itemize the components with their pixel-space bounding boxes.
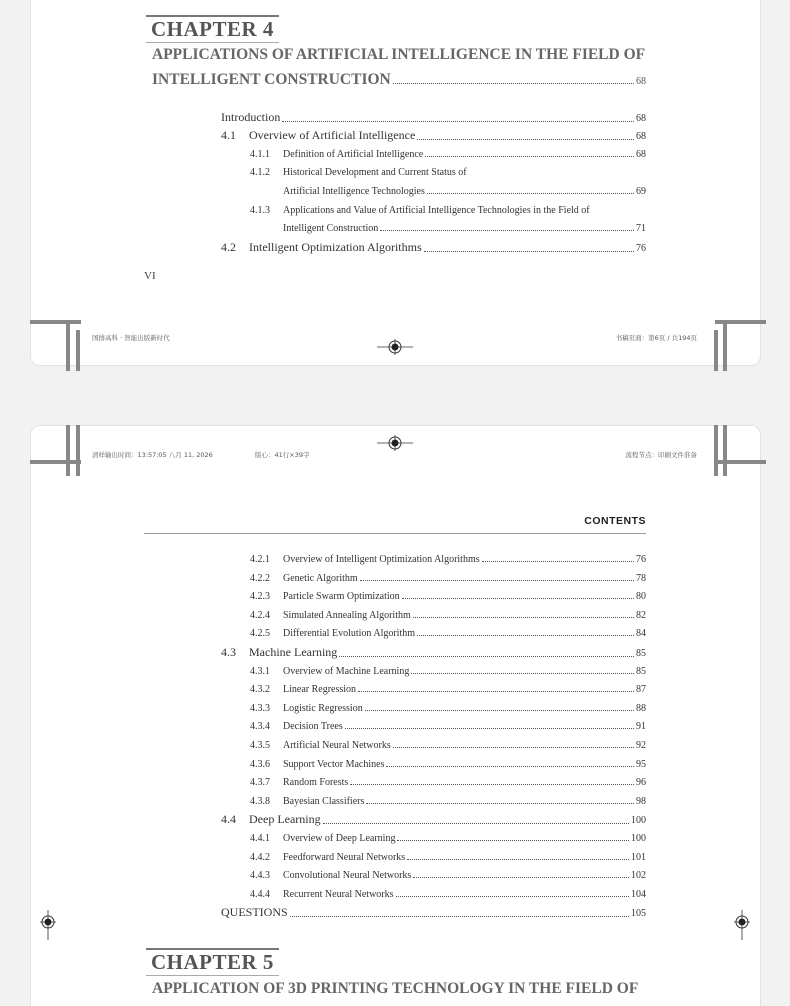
toc-entry-number: 4.4.1 <box>250 833 270 844</box>
toc-entry-number: 4.3.6 <box>250 758 270 770</box>
toc-entry-page: 76 <box>636 554 646 565</box>
toc-leader-dots <box>396 896 629 897</box>
chapter-5-title-line1: APPLICATION OF 3D PRINTING TECHNOLOGY IN THE FIELD OF <box>152 980 639 997</box>
crop-mark <box>66 425 70 476</box>
toc-entry[interactable] <box>250 684 646 695</box>
toc-leader-dots <box>386 766 634 767</box>
toc-entry-number: 4.4.3 <box>250 870 270 882</box>
crop-mark <box>30 320 81 324</box>
toc-entry-number: 4.4.4 <box>250 888 270 900</box>
toc-entry-label: Artificial Neural Networks <box>283 740 391 751</box>
toc-entry-label: Linear Regression <box>283 684 357 696</box>
crop-mark <box>30 460 81 464</box>
toc-entry-4-1[interactable]: 4.1 Overview of Artificial Intelligence 68 <box>221 128 646 142</box>
toc-entry-label: Convolutional Neural Networks <box>283 870 412 882</box>
toc-entry-number: 4.2.2 <box>250 572 270 584</box>
toc-entry[interactable] <box>221 645 646 660</box>
toc-entry[interactable] <box>250 889 646 900</box>
toc-entry-number: 4.3.2 <box>250 684 270 696</box>
footer-publisher: 国排高科 · 智能出版新时代 <box>92 334 170 342</box>
page-folio: VI <box>144 270 156 282</box>
toc-entry-number: 4.2.3 <box>250 591 270 603</box>
toc-entry-page: 91 <box>636 721 646 733</box>
toc-entry-label: Deep Learning <box>249 812 321 827</box>
toc-entry-number: 4.4.2 <box>250 851 270 863</box>
crop-mark <box>76 425 80 476</box>
toc-entry-page: 87 <box>636 684 646 696</box>
toc-entry-page: 96 <box>636 777 646 789</box>
toc-entry-page: 84 <box>636 628 646 640</box>
toc-entry-page: 102 <box>631 870 646 882</box>
toc-entry-label: Recurrent Neural Networks <box>283 888 394 900</box>
toc-entry-4-1-1[interactable]: 4.1.1 Definition of Artificial Intelligence 68 <box>250 149 646 160</box>
toc-entry[interactable] <box>250 759 646 770</box>
toc-entry-number: 4.2.4 <box>250 609 270 621</box>
toc-entry-label: Overview of Intelligent Optimization Algorithms <box>283 554 480 565</box>
toc-entry-page: 78 <box>636 572 646 584</box>
toc-entry-label: Bayesian Classifiers <box>283 795 365 807</box>
crop-mark <box>76 330 80 371</box>
header-layout: 版心：41行×39字 <box>255 451 310 459</box>
toc-entry-number: 4.3.7 <box>250 777 270 789</box>
toc-entry-page: 95 <box>636 758 646 770</box>
toc-entry-label: Feedforward Neural Networks <box>283 851 406 863</box>
toc-entry[interactable] <box>250 666 646 677</box>
toc-leader-dots <box>290 916 629 917</box>
toc-leader-dots <box>407 859 629 860</box>
toc-entry-label: Genetic Algorithm <box>283 572 358 584</box>
toc-entry-label: Simulated Annealing Algorithm <box>283 609 411 621</box>
toc-entry[interactable] <box>250 573 646 584</box>
toc-entry[interactable] <box>221 905 646 920</box>
toc-leader-dots <box>358 691 634 692</box>
chapter-5-label: CHAPTER 5 <box>146 948 279 976</box>
toc-entry-page: 100 <box>631 815 646 827</box>
toc-leader-dots <box>417 635 634 636</box>
toc-leader-dots <box>366 803 634 804</box>
toc-entry-label: Particle Swarm Optimization <box>283 591 400 603</box>
header-process-node: 流程节点：印刷文件准备 <box>625 451 697 459</box>
toc-entry-label: Logistic Regression <box>283 702 363 714</box>
toc-entry-number: 4.3.8 <box>250 795 270 807</box>
toc-entry-label: Overview of Deep Learning <box>283 833 396 844</box>
toc-entry-4-1-3-cont[interactable]: Intelligent Construction 71 <box>283 223 646 234</box>
running-head-rule <box>144 533 646 534</box>
toc-leader-dots <box>397 840 629 841</box>
toc-entry-page: 101 <box>631 851 646 863</box>
toc-entry[interactable] <box>250 740 646 751</box>
toc-entry-number: 4.3.3 <box>250 702 270 714</box>
toc-entry[interactable] <box>250 610 646 621</box>
toc-entry-number: 4.3.4 <box>250 721 270 733</box>
toc-leader-dots <box>339 656 634 657</box>
toc-entry-label: Overview of Machine Learning <box>283 665 410 677</box>
toc-entry[interactable] <box>250 777 646 788</box>
toc-entry[interactable] <box>250 870 646 881</box>
toc-entry-label: Random Forests <box>283 777 349 789</box>
registration-mark-icon <box>732 910 752 940</box>
toc-entry-number: 4.2.5 <box>250 628 270 640</box>
header-output-time: 清样输出时间：13:57:05 八月 11, 2026 <box>92 451 213 459</box>
toc-entry-4-2[interactable]: 4.2 Intelligent Optimization Algorithms 76 <box>221 240 646 254</box>
toc-leader-dots <box>411 673 634 674</box>
toc-entry[interactable] <box>250 796 646 807</box>
toc-entry[interactable] <box>221 812 646 827</box>
toc-entry-page: 80 <box>636 591 646 603</box>
toc-leader-dots <box>393 747 634 748</box>
toc-entry-page: 98 <box>636 795 646 807</box>
toc-leader-dots <box>345 728 634 729</box>
toc-entry-label: Machine Learning <box>249 645 338 659</box>
toc-entry[interactable] <box>250 833 646 844</box>
toc-entry-number: 4.3.5 <box>250 740 270 751</box>
toc-leader-dots <box>402 598 634 599</box>
toc-leader-dots <box>413 877 629 878</box>
toc-entry[interactable] <box>250 628 646 639</box>
toc-entry-number: 4.3 <box>221 645 236 659</box>
toc-leader-dots <box>350 784 634 785</box>
toc-entry-page: 104 <box>631 888 646 900</box>
toc-entry-label: Decision Trees <box>283 721 343 733</box>
running-head: CONTENTS <box>584 515 646 527</box>
toc-entry-number: 4.2.1 <box>250 554 270 565</box>
toc-leader-dots <box>323 823 629 824</box>
toc-entry-page: 100 <box>631 833 646 844</box>
chapter-4-label: CHAPTER 4 <box>146 15 279 43</box>
toc-entry-introduction[interactable]: Introduction 68 <box>221 110 646 124</box>
crop-mark <box>714 425 718 476</box>
toc-entry-4-1-3[interactable]: 4.1.3 Applications and Value of Artificial Intelligence Technologies in the Field of <box>250 205 590 216</box>
toc-entry-page: 85 <box>636 648 646 659</box>
toc-entry-4-1-2-cont[interactable]: Artificial Intelligence Technologies 69 <box>283 186 646 197</box>
toc-entry[interactable] <box>250 852 646 863</box>
toc-entry-label: QUESTIONS <box>221 905 288 920</box>
toc-entry-label: Support Vector Machines <box>283 758 385 770</box>
toc-entry-number: 4.3.1 <box>250 665 270 677</box>
toc-entry[interactable] <box>250 591 646 602</box>
toc-entry[interactable] <box>250 554 646 565</box>
toc-leader-dots <box>482 561 634 562</box>
toc-entry-page: 82 <box>636 609 646 621</box>
toc-leader-dots <box>413 617 634 618</box>
toc-leader-dots <box>365 710 634 711</box>
toc-entry[interactable] <box>250 721 646 732</box>
toc-entry-page: 88 <box>636 702 646 714</box>
toc-entry-4-1-2[interactable]: 4.1.2 Historical Development and Current Status of <box>250 167 467 178</box>
toc-entry-page: 92 <box>636 740 646 751</box>
crop-mark <box>723 425 727 476</box>
crop-mark <box>714 330 718 371</box>
chapter-4-title-line1: APPLICATIONS OF ARTIFICIAL INTELLIGENCE IN THE FIELD OF <box>152 46 646 63</box>
toc-entry-page: 85 <box>636 665 646 677</box>
crop-mark <box>66 320 70 371</box>
toc-entry[interactable] <box>250 703 646 714</box>
footer-page-count: 书稿页面：第6页 / 共194页 <box>615 334 697 342</box>
registration-mark-icon <box>377 433 413 453</box>
toc-leader-dots <box>360 580 634 581</box>
registration-mark-icon <box>377 337 413 357</box>
crop-mark <box>723 320 727 371</box>
chapter-4-title-line2[interactable]: INTELLIGENT CONSTRUCTION 68 <box>152 71 646 88</box>
toc-entry-label: Differential Evolution Algorithm <box>283 628 416 640</box>
registration-mark-icon <box>38 910 58 940</box>
toc-entry-number: 4.4 <box>221 812 236 827</box>
toc-entry-page: 105 <box>631 908 646 920</box>
